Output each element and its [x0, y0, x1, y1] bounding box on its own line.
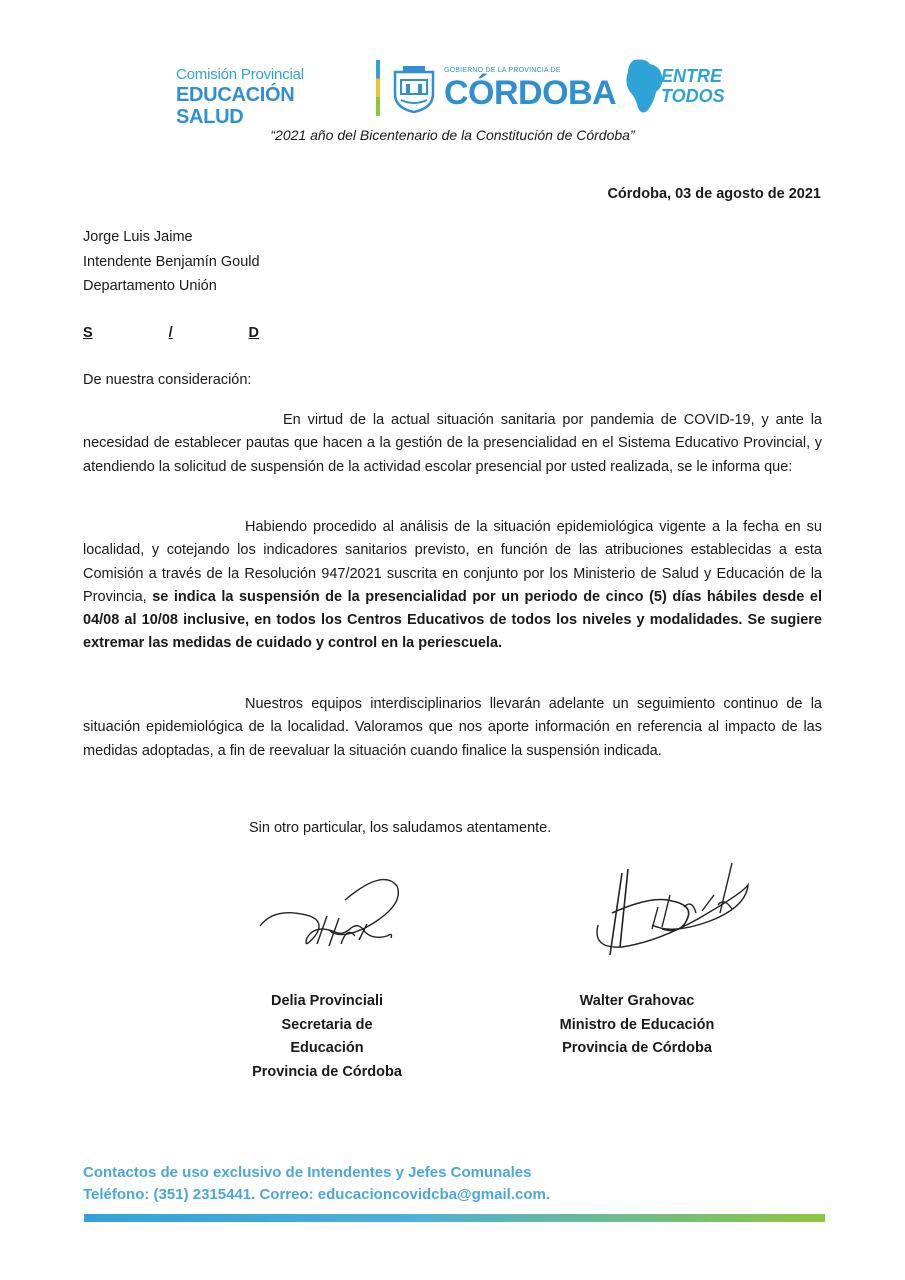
recipient-title: Intendente Benjamín Gould: [83, 253, 260, 270]
signatory-org: Provincia de Córdoba: [252, 1063, 402, 1080]
paragraph-2-bold: se indica la suspensión de la presencialidad por un periodo de cinco (5) días hábiles desde el 04/08 al 10/08 inclusive, en todos los Centros Educativos de todos los niveles y modalidades. Se sugiere extremar las medidas de cuidado y control en la periescuela.: [83, 588, 822, 652]
letter-date: Córdoba, 03 de agosto de 2021: [607, 186, 821, 202]
paragraph-2: [83, 516, 822, 656]
entre-todos-logo: [661, 66, 725, 106]
signature-provinciali: [255, 866, 405, 966]
gov-small-text: GOBIERNO DE LA PROVINCIA DE: [444, 67, 561, 74]
footer-contacts: [83, 1162, 550, 1206]
greeting: De nuestra consideración:: [83, 372, 252, 388]
entre-text: ENTRE: [661, 66, 723, 86]
signatory-title: Secretaria de Educación: [281, 1016, 373, 1056]
commission-line1: Comisión Provincial: [176, 66, 304, 83]
sd-s: S: [83, 325, 93, 341]
sd-line: [83, 325, 259, 341]
signatory-name: Delia Provinciali: [270, 993, 384, 1009]
sd-slash: /: [168, 325, 173, 341]
recipient-block: [83, 225, 260, 299]
paragraph-2-text: Habiendo procedido al análisis de la situación epidemiológica vigente a la fecha en su localidad, y cotejando los indicadores sanitarios previsto, en función de las atribuciones establecidas a esta Comisión a través de la Resolución 947/2021 suscrita en conjunto por los Ministerio de Salud y Educación de la Provincia,: [83, 519, 822, 605]
cordoba-shield-icon: [389, 64, 439, 114]
closing: Sin otro particular, los saludamos atentamente.: [249, 820, 552, 836]
motto: “2021 año del Bicentenario de la Constitución de Córdoba”: [270, 127, 635, 143]
footer-line2: Teléfono: (351) 2315441. Correo: educacioncovidcba@gmail.com.: [83, 1186, 550, 1203]
signatory-block-grahovac: [558, 990, 716, 1061]
commission-logo: [176, 66, 366, 128]
recipient-name: Jorge Luis Jaime: [83, 229, 193, 245]
signatory-org: Provincia de Córdoba: [562, 1040, 712, 1056]
footer-line1: Contactos de uso exclusivo de Intendentes y Jefes Comunales: [83, 1164, 532, 1181]
recipient-department: Departamento Unión: [83, 278, 217, 294]
footer-color-bar: [84, 1214, 825, 1222]
signature-grahovac: [592, 855, 752, 967]
paragraph-3: Nuestros equipos interdisciplinarios llevarán adelante un seguimiento continuo de la situación epidemiológica de la localidad. Valoramos que nos aporte información en referencia al impacto de las medidas adoptadas, a fin de reevaluar la situación cuando finalice la suspensión indicada.: [83, 696, 822, 759]
signatory-block-provinciali: [243, 990, 411, 1084]
sd-d: D: [248, 325, 259, 341]
province-map-icon: [624, 58, 664, 116]
todos-text: TODOS: [661, 86, 725, 106]
signatory-title: Ministro de Educación: [559, 1016, 715, 1033]
paragraph-1: En virtud de la actual situación sanitaria por pandemia de COVID-19, y ante la necesidad de establecer pautas que hacen a la gestión de la presencialidad en el Sistema Educativo Provincial, y atendiendo la solicitud de suspensión de la actividad escolar presencial por usted realizada, se le informa que:: [83, 412, 822, 475]
logo-divider: [376, 60, 380, 116]
commission-line2: EDUCACIÓN SALUD: [176, 84, 295, 128]
cordoba-logo: [444, 66, 616, 111]
signatory-name: Walter Grahovac: [579, 993, 695, 1009]
gov-big-text: CÓRDOBA: [444, 74, 617, 112]
